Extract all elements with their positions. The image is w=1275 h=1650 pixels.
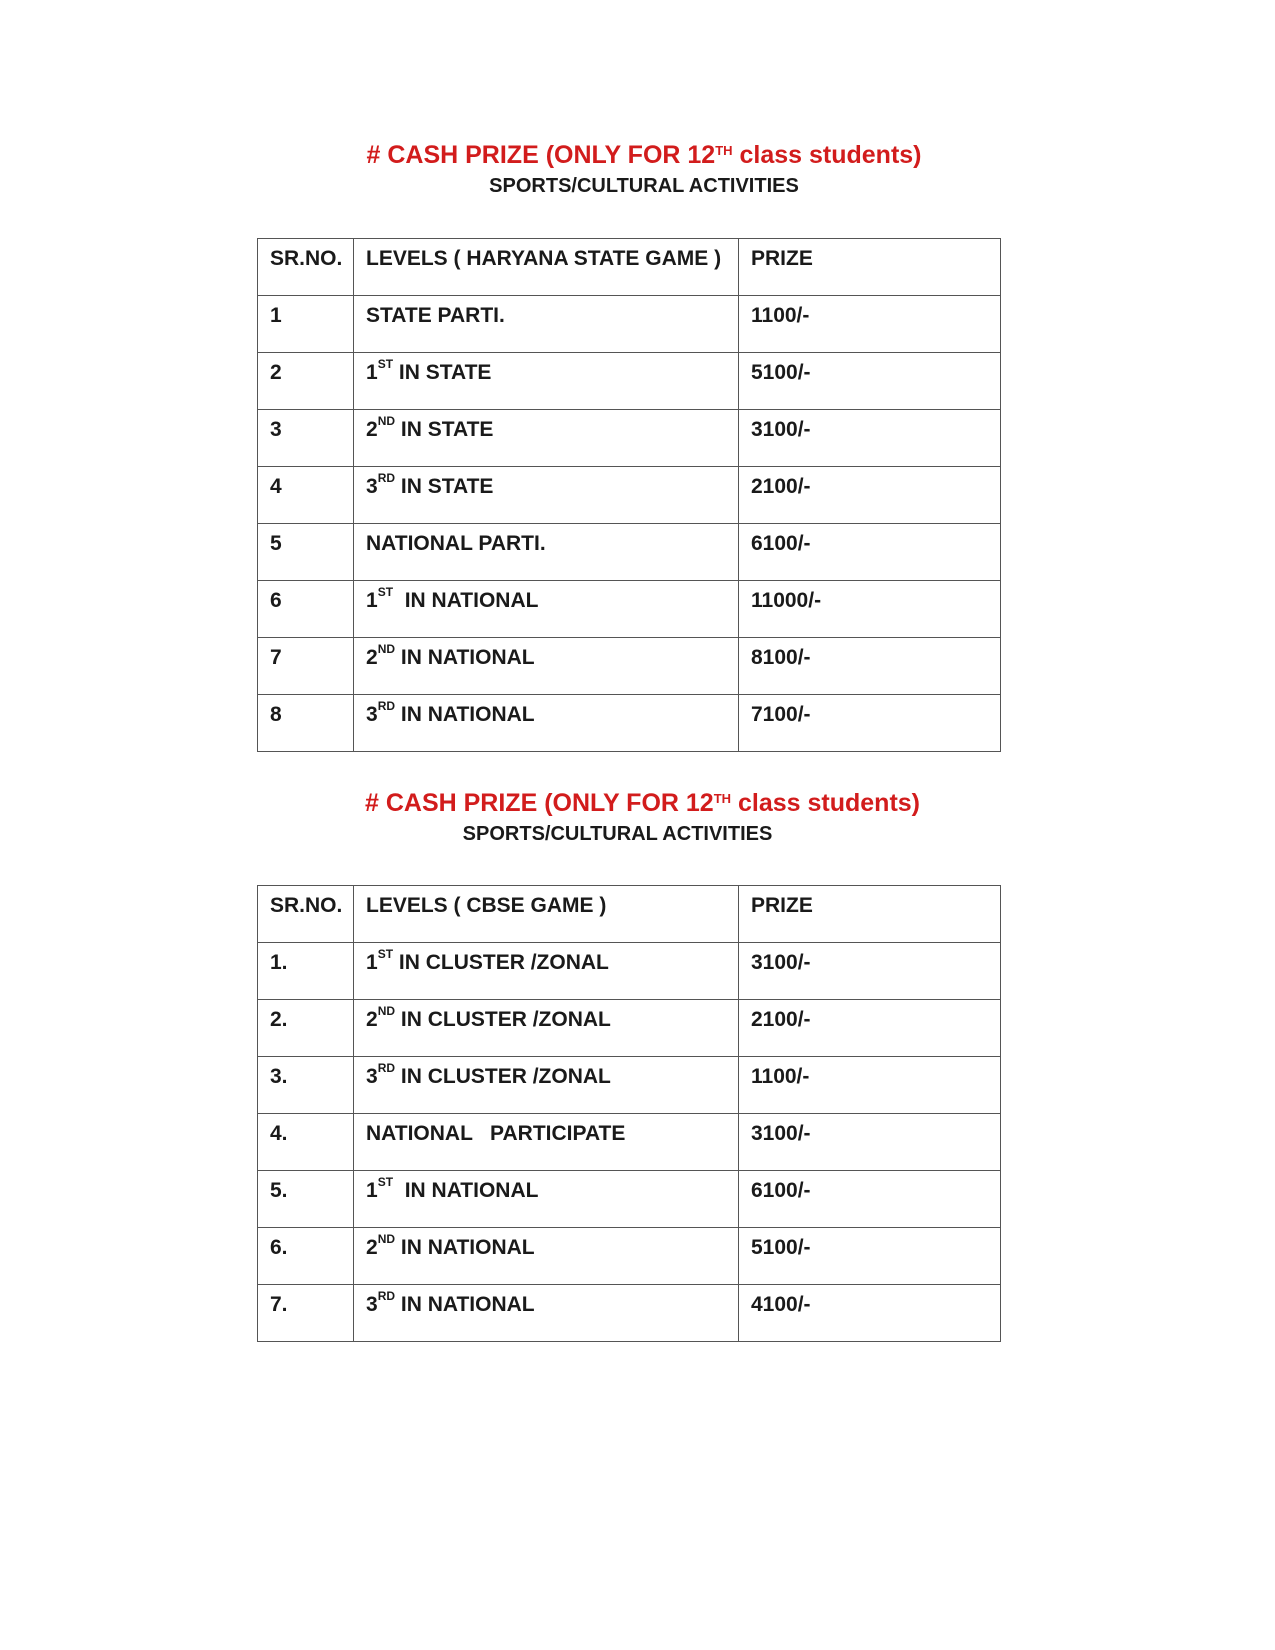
level-rank-suffix: ND	[377, 642, 396, 656]
level-rank: 2	[366, 418, 378, 441]
prize-cell: 8100/-	[739, 638, 1001, 695]
table-row	[258, 524, 1001, 581]
level-rank: 2	[366, 646, 378, 669]
level-text: IN NATIONAL	[395, 1236, 535, 1259]
level-cell	[354, 695, 739, 752]
section-title	[0, 788, 1275, 818]
level-rank-suffix: ST	[377, 947, 394, 961]
prize-cell: 4100/-	[739, 1285, 1001, 1342]
sr-no-cell: 4	[258, 467, 354, 524]
table-header-row	[258, 239, 1001, 296]
prize-cell: 1100/-	[739, 1057, 1001, 1114]
section-title	[0, 140, 1275, 170]
table-row	[258, 695, 1001, 752]
sr-no-cell: 4.	[258, 1114, 354, 1171]
table-row	[258, 1228, 1001, 1285]
table-row	[258, 1057, 1001, 1114]
sr-no-cell: 5	[258, 524, 354, 581]
level-text: IN CLUSTER /ZONAL	[395, 1008, 611, 1031]
level-text: IN CLUSTER /ZONAL	[395, 1065, 611, 1088]
section-haryana-state	[0, 140, 1275, 198]
title-prefix: # CASH PRIZE (ONLY FOR 12	[365, 789, 714, 817]
level-text: IN STATE	[395, 475, 494, 498]
cbse-prize-table	[257, 885, 1001, 1342]
level-text: NATIONAL PARTI.	[366, 532, 546, 555]
level-rank: 1	[366, 1179, 378, 1202]
level-text: IN STATE	[393, 361, 492, 384]
sr-no-cell: 1	[258, 296, 354, 353]
haryana-prize-table	[257, 238, 1001, 752]
header-cell: LEVELS ( HARYANA STATE GAME )	[354, 239, 739, 296]
level-text: IN NATIONAL	[395, 703, 535, 726]
section-subtitle: SPORTS/CULTURAL ACTIVITIES	[462, 823, 773, 845]
table-row	[258, 1171, 1001, 1228]
level-cell	[354, 1114, 739, 1171]
table-row	[258, 1000, 1001, 1057]
level-cell	[354, 296, 739, 353]
sr-no-cell: 3.	[258, 1057, 354, 1114]
level-rank-suffix: RD	[377, 1289, 396, 1303]
table-row	[258, 581, 1001, 638]
prize-cell: 6100/-	[739, 524, 1001, 581]
table-row	[258, 353, 1001, 410]
level-text: NATIONAL PARTICIPATE	[366, 1122, 626, 1145]
prize-cell: 2100/-	[739, 467, 1001, 524]
level-rank: 2	[366, 1236, 378, 1259]
level-rank-suffix: ND	[377, 414, 396, 428]
table-header-row	[258, 886, 1001, 943]
level-rank: 3	[366, 475, 378, 498]
level-cell	[354, 581, 739, 638]
prize-cell: 3100/-	[739, 410, 1001, 467]
level-cell	[354, 638, 739, 695]
header-cell: PRIZE	[739, 886, 1001, 943]
prize-cell: 1100/-	[739, 296, 1001, 353]
level-cell	[354, 1285, 739, 1342]
sr-no-cell: 1.	[258, 943, 354, 1000]
title-superscript: TH	[713, 791, 732, 806]
level-text: IN NATIONAL	[393, 1179, 539, 1202]
level-rank-suffix: ND	[377, 1004, 396, 1018]
table-row	[258, 410, 1001, 467]
section-subtitle: SPORTS/CULTURAL ACTIVITIES	[489, 175, 799, 197]
header-cell: PRIZE	[739, 239, 1001, 296]
level-rank: 3	[366, 703, 378, 726]
level-rank-suffix: ST	[377, 585, 394, 599]
level-cell	[354, 1057, 739, 1114]
table-row	[258, 296, 1001, 353]
level-cell	[354, 1000, 739, 1057]
table-row	[258, 467, 1001, 524]
sr-no-cell: 8	[258, 695, 354, 752]
header-cell: LEVELS ( CBSE GAME )	[354, 886, 739, 943]
level-text: IN STATE	[395, 418, 494, 441]
sr-no-cell: 6	[258, 581, 354, 638]
table-body	[258, 239, 1001, 752]
level-text: STATE PARTI.	[366, 304, 505, 327]
level-rank: 1	[366, 361, 378, 384]
prize-cell: 3100/-	[739, 943, 1001, 1000]
table-row	[258, 1114, 1001, 1171]
header-cell: SR.NO.	[258, 886, 354, 943]
table-row	[258, 638, 1001, 695]
title-prefix: # CASH PRIZE (ONLY FOR 12	[366, 141, 716, 169]
level-rank-suffix: RD	[377, 471, 396, 485]
level-cell	[354, 353, 739, 410]
level-rank: 2	[366, 1008, 378, 1031]
prize-cell: 2100/-	[739, 1000, 1001, 1057]
level-rank-suffix: RD	[377, 1061, 396, 1075]
level-rank: 3	[366, 1293, 378, 1316]
table-row	[258, 1285, 1001, 1342]
prize-cell: 6100/-	[739, 1171, 1001, 1228]
title-suffix: class students)	[731, 789, 920, 817]
level-rank: 1	[366, 589, 378, 612]
level-rank-suffix: RD	[377, 699, 396, 713]
level-cell	[354, 410, 739, 467]
level-cell	[354, 524, 739, 581]
prize-cell: 11000/-	[739, 581, 1001, 638]
level-text: IN NATIONAL	[395, 1293, 535, 1316]
prize-cell: 5100/-	[739, 353, 1001, 410]
sr-no-cell: 7	[258, 638, 354, 695]
level-cell	[354, 1171, 739, 1228]
sr-no-cell: 2.	[258, 1000, 354, 1057]
sr-no-cell: 3	[258, 410, 354, 467]
header-cell: SR.NO.	[258, 239, 354, 296]
level-rank: 1	[366, 951, 378, 974]
level-rank-suffix: ST	[377, 1175, 394, 1189]
prize-cell: 7100/-	[739, 695, 1001, 752]
sr-no-cell: 2	[258, 353, 354, 410]
level-rank-suffix: ST	[377, 357, 394, 371]
level-cell	[354, 1228, 739, 1285]
prize-cell: 5100/-	[739, 1228, 1001, 1285]
level-text: IN CLUSTER /ZONAL	[393, 951, 609, 974]
level-text: IN NATIONAL	[393, 589, 539, 612]
sr-no-cell: 7.	[258, 1285, 354, 1342]
sr-no-cell: 5.	[258, 1171, 354, 1228]
section-cbse	[0, 788, 1275, 846]
title-superscript: TH	[715, 143, 733, 158]
title-suffix: class students)	[732, 141, 922, 169]
level-cell	[354, 467, 739, 524]
level-text: IN NATIONAL	[395, 646, 535, 669]
table-row	[258, 943, 1001, 1000]
level-rank: 3	[366, 1065, 378, 1088]
level-rank-suffix: ND	[377, 1232, 396, 1246]
prize-cell: 3100/-	[739, 1114, 1001, 1171]
sr-no-cell: 6.	[258, 1228, 354, 1285]
table-body	[258, 886, 1001, 1342]
level-cell	[354, 943, 739, 1000]
